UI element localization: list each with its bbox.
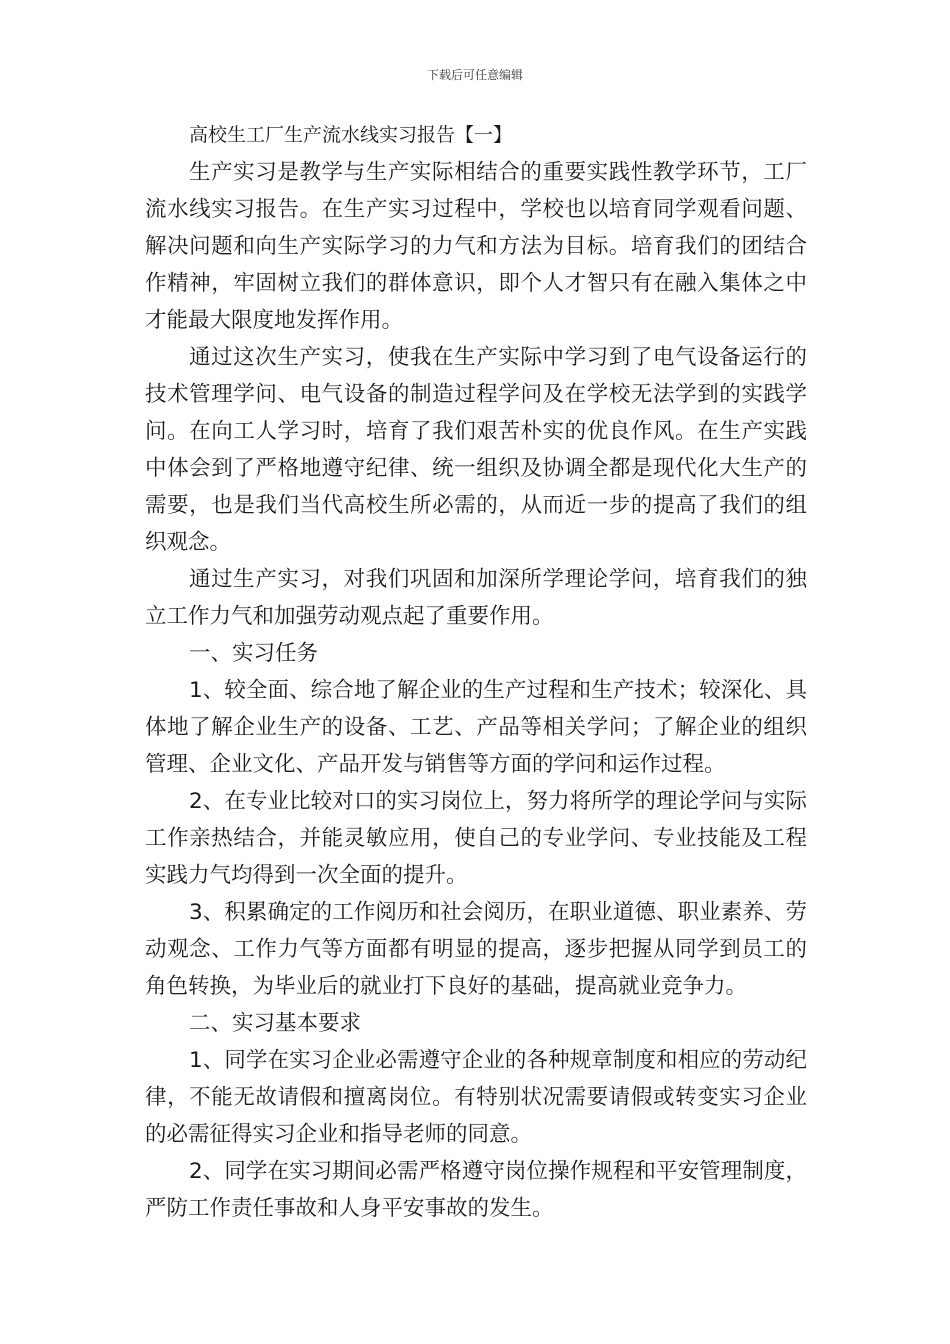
requirement-item-2: 2、同学在实习期间必需严格遵守岗位操作规程和平安管理制度，严防工作责任事故和人身平安事故的发生。 [145,1159,807,1221]
paragraph-1: 生产实习是教学与生产实际相结合的重要实践性教学环节，工厂流水线实习报告。在生产实习过程中，学校也以培育同学观看问题、解决问题和向生产实际学习的力气和方法为目标。培育我们的团结合作精神，牢固树立我们的群体意识，即个人才智只有在融入集体之中才能最大限度地发挥作用。 [145,160,807,333]
task-item-3: 3、积累确定的工作阅历和社会阅历，在职业道德、职业素养、劳动观念、工作力气等方面都有明显的提高，逐步把握从同学到员工的角色转换，为毕业后的就业打下良好的基础，提高就业竞争力。 [145,900,807,999]
requirement-item-1: 1、同学在实习企业必需遵守企业的各种规章制度和相应的劳动纪律，不能无故请假和擅离岗位。有特别状况需要请假或转变实习企业的必需征得实习企业和指导老师的同意。 [145,1048,807,1147]
document-body [145,117,807,1227]
document-title: 高校生工厂生产流水线实习报告【一】 [189,124,513,146]
section-heading-tasks: 一、实习任务 [189,641,319,666]
section-heading-requirements: 二、实习基本要求 [189,1011,362,1036]
paragraph-2: 通过这次生产实习，使我在生产实际中学习到了电气设备运行的技术管理学问、电气设备的制造过程学问及在学校无法学到的实践学问。在向工人学习时，培育了我们艰苦朴实的优良作风。在生产实践中体会到了严格地遵守纪律、统一组织及协调全都是现代化大生产的需要，也是我们当代高校生所必需的，从而近一步的提高了我们的组织观念。 [145,345,807,555]
paragraph-3: 通过生产实习，对我们巩固和加深所学理论学问，培育我们的独立工作力气和加强劳动观点起了重要作用。 [145,567,807,629]
task-item-2: 2、在专业比较对口的实习岗位上，努力将所学的理论学问与实际工作亲热结合，并能灵敏应用，使自己的专业学问、专业技能及工程实践力气均得到一次全面的提升。 [145,789,807,888]
task-item-1: 1、较全面、综合地了解企业的生产过程和生产技术；较深化、具体地了解企业生产的设备、工艺、产品等相关学问；了解企业的组织管理、企业文化、产品开发与销售等方面的学问和运作过程。 [145,678,807,777]
page-header-note: 下载后可任意编辑 [426,68,523,82]
